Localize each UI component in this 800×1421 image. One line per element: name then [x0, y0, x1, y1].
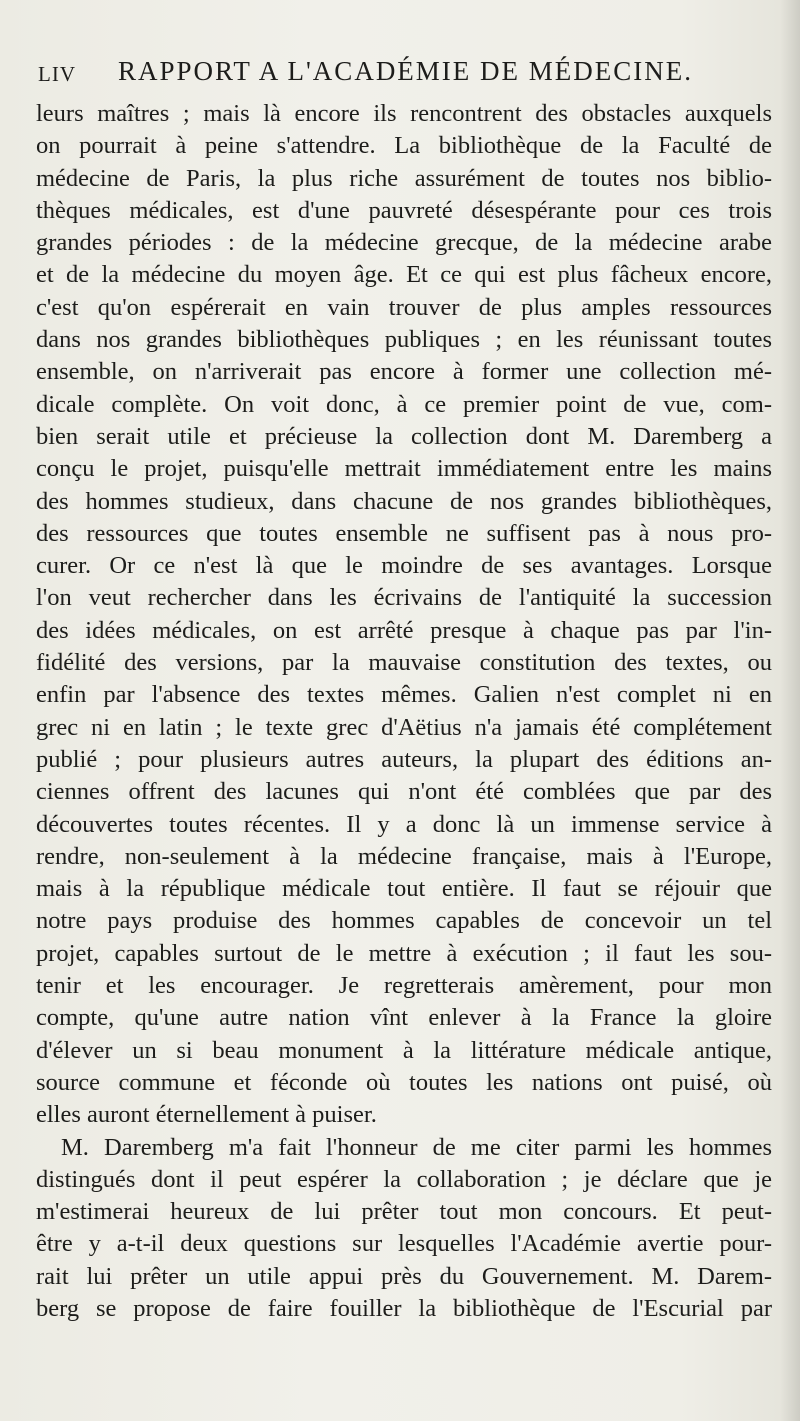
paragraph-1 [36, 98, 772, 1132]
text-line: mais à la république médicale tout entière. Il faut se réjouir que [36, 875, 772, 903]
text-line: être y a-t-il deux questions sur lesquelles l'Académie avertie pour- [36, 1230, 772, 1258]
text-line: projet, capables surtout de le mettre à exécution ; il faut les sou- [36, 939, 772, 967]
text-line: ensemble, on n'arriverait pas encore à former une collection mé- [36, 358, 772, 386]
body-text [36, 98, 772, 1325]
text-line: d'élever un si beau monument à la littérature médicale antique, [36, 1036, 772, 1064]
text-line: publié ; pour plusieurs autres auteurs, la plupart des éditions an- [36, 745, 772, 773]
text-line: c'est qu'on espérerait en vain trouver de plus amples ressources [36, 293, 772, 321]
text-line: tenir et les encourager. Je regretterais amèrement, pour mon [36, 972, 772, 1000]
text-line: M. Daremberg m'a fait l'honneur de me citer parmi les hommes [61, 1133, 772, 1161]
text-line: médecine de Paris, la plus riche assurément de toutes nos biblio- [36, 164, 772, 192]
paragraph-2 [36, 1132, 772, 1326]
text-line: leurs maîtres ; mais là encore ils rencontrent des obstacles auxquels [36, 100, 772, 127]
text-line: fidélité des versions, par la mauvaise constitution des textes, ou [36, 649, 772, 677]
text-line: ciennes offrent des lacunes qui n'ont été comblées que par des [36, 778, 772, 806]
text-line: curer. Or ce n'est là que le moindre de ses avantages. Lorsque [36, 552, 772, 580]
text-line: conçu le projet, puisqu'elle mettrait immédiatement entre les mains [36, 455, 772, 483]
text-line: berg se propose de faire fouiller la bibliothèque de l'Escurial par [36, 1294, 772, 1322]
text-line: notre pays produise des hommes capables de concevoir un tel [36, 907, 772, 935]
text-line: des idées médicales, on est arrêté presque à chaque pas par l'in- [36, 616, 772, 644]
text-line: m'estimerai heureux de lui prêter tout mon concours. Et peut- [36, 1198, 772, 1226]
text-line: source commune et féconde où toutes les nations ont puisé, où [36, 1068, 772, 1096]
text-line: l'on veut rechercher dans les écrivains de l'antiquité la succession [36, 584, 772, 612]
text-line: enfin par l'absence des textes mêmes. Galien n'est complet ni en [36, 681, 772, 709]
text-line: bien serait utile et précieuse la collection dont M. Daremberg a [36, 422, 772, 450]
text-line: distingués dont il peut espérer la collaboration ; je déclare que je [36, 1165, 772, 1193]
running-title: RAPPORT A L'ACADÉMIE DE MÉDECINE. [118, 56, 694, 86]
text-line: dans nos grandes bibliothèques publiques ; en les réunissant toutes [36, 326, 772, 354]
text-line: des hommes studieux, dans chacune de nos grandes bibliothèques, [36, 487, 772, 515]
text-line: on pourrait à peine s'attendre. La bibliothèque de la Faculté de [36, 132, 772, 160]
text-line: elles auront éternellement à puiser. [36, 1101, 377, 1129]
text-line: thèques médicales, est d'une pauvreté désespérante pour ces trois [36, 196, 772, 224]
text-line: rendre, non-seulement à la médecine française, mais à l'Europe, [36, 842, 772, 870]
text-line: grec ni en latin ; le texte grec d'Aëtius n'a jamais été complétement [36, 713, 772, 741]
text-line: rait lui prêter un utile appui près du Gouvernement. M. Darem- [36, 1262, 772, 1290]
page-number: LIV [38, 62, 76, 86]
page-header [36, 56, 776, 96]
page-edge-shadow [780, 0, 800, 1421]
text-line: dicale complète. On voit donc, à ce premier point de vue, com- [36, 390, 772, 418]
text-line: découvertes toutes récentes. Il y a donc là un immense service à [36, 810, 772, 838]
text-line: des ressources que toutes ensemble ne suffisent pas à nous pro- [36, 519, 772, 547]
text-line: compte, qu'une autre nation vînt enlever à la France la gloire [36, 1004, 772, 1032]
text-line: et de la médecine du moyen âge. Et ce qui est plus fâcheux encore, [36, 261, 772, 289]
text-line: grandes périodes : de la médecine grecque, de la médecine arabe [36, 229, 772, 257]
